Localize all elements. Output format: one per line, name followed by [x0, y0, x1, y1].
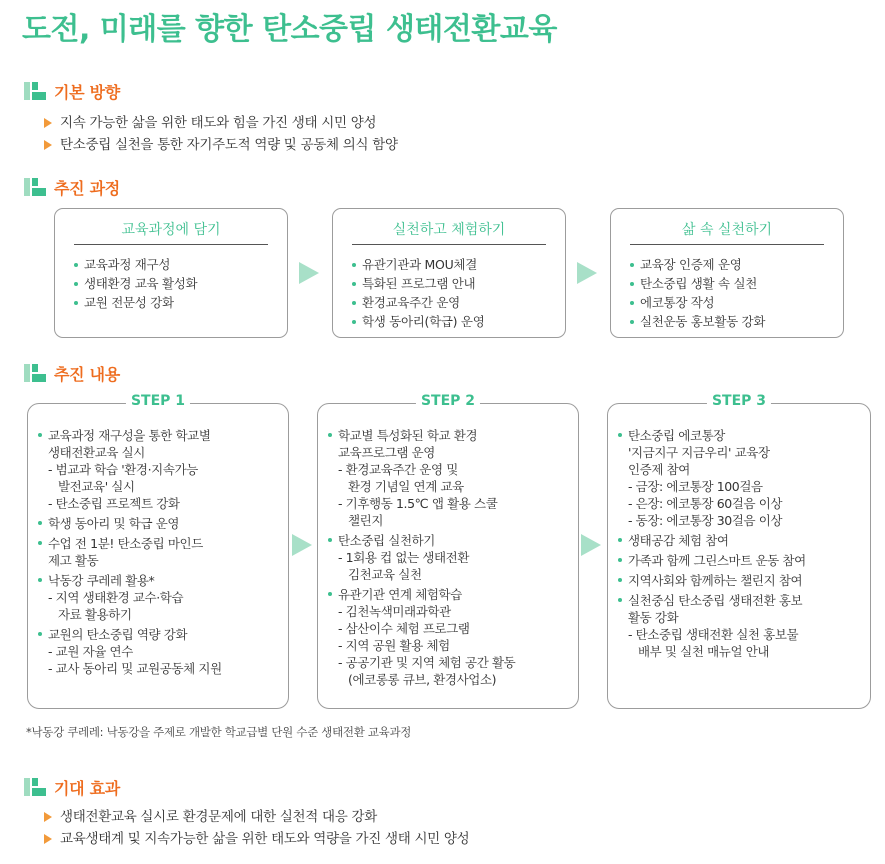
step-box-1 — [27, 393, 289, 709]
list-item: 교원 전문성 강화 — [74, 293, 287, 312]
step-subitem: 챌린지 — [348, 513, 384, 528]
step-subitem: - 은장: 에코통장 60걸음 이상 — [628, 496, 783, 511]
list-item: 탄소중립 실천을 통한 자기주도적 역량 및 공동체 의식 함양 — [44, 134, 398, 156]
section-content-heading — [24, 362, 120, 384]
footnote: *낙동강 쿠레레: 낙동강을 주제로 개발한 학교급별 단원 수준 생태전환 교육과정 — [26, 725, 412, 739]
step-item: 가족과 함께 그린스마트 운동 참여 — [618, 552, 864, 569]
list-item: 생태환경 교육 활성화 — [74, 274, 287, 293]
step-item-continued: 생태전환교육 실시 — [48, 445, 145, 460]
section-marker-icon — [24, 178, 46, 196]
list-item: 환경교육주간 운영 — [352, 293, 565, 312]
section-marker-icon — [24, 82, 46, 100]
step-item: 학교별 특성화된 학교 환경 — [328, 427, 572, 444]
dot-bullet-icon — [352, 263, 356, 267]
list-item: 교육생태계 및 지속가능한 삶을 위한 태도와 역량을 가진 생태 시민 양성 — [44, 828, 469, 850]
section-title: 추진 내용 — [54, 364, 120, 384]
process-box-title: 교육과정에 담기 — [74, 209, 268, 245]
step-item-continued: 제고 활동 — [48, 553, 99, 568]
step-label: STEP 2 — [416, 393, 480, 409]
section-marker-icon — [24, 364, 46, 382]
step-content — [328, 424, 572, 688]
dot-bullet-icon — [74, 301, 78, 305]
arrow-right-icon — [577, 262, 597, 284]
section-title: 추진 과정 — [54, 178, 120, 198]
dot-bullet-icon — [74, 282, 78, 286]
dot-bullet-icon — [38, 578, 42, 582]
dot-bullet-icon — [328, 433, 332, 437]
step-subitem: 김천교육 실천 — [348, 567, 422, 582]
basic-direction-list — [44, 112, 398, 156]
list-item: 학생 동아리(학급) 운영 — [352, 312, 565, 331]
dot-bullet-icon — [328, 592, 332, 596]
step-subitem: - 금장: 에코통장 100걸음 — [628, 479, 763, 494]
step-subitem: (에코롱롱 큐브, 환경사업소) — [348, 672, 497, 687]
step-subitem: - 환경교육주간 운영 및 — [338, 462, 458, 477]
step-subitem: - 탄소중립 프로젝트 강화 — [48, 496, 180, 511]
section-effect-heading — [24, 776, 120, 798]
process-box-life — [610, 208, 844, 338]
step-item: 유관기관 연계 체험학습 — [328, 586, 572, 603]
dot-bullet-icon — [630, 263, 634, 267]
step-label: STEP 1 — [126, 393, 190, 409]
step-item-continued: 교육프로그램 운영 — [338, 445, 435, 460]
dot-bullet-icon — [618, 558, 622, 562]
step-box-3 — [607, 393, 871, 709]
list-item: 지속 가능한 삶을 위한 태도와 힘을 가진 생태 시민 양성 — [44, 112, 398, 134]
step-item-continued: 인증제 참여 — [628, 462, 690, 477]
step-item: 학생 동아리 및 학급 운영 — [38, 515, 282, 532]
dot-bullet-icon — [618, 598, 622, 602]
step-subitem: - 동장: 에코통장 30걸음 이상 — [628, 513, 783, 528]
section-basic-heading — [24, 80, 120, 102]
triangle-bullet-icon — [44, 118, 52, 128]
process-box-title: 삶 속 실천하기 — [630, 209, 824, 245]
list-item: 유관기관과 MOU체결 — [352, 255, 565, 274]
step-item: 실천중심 탄소중립 생태전환 홍보 — [618, 592, 864, 609]
list-item: 생태전환교육 실시로 환경문제에 대한 실천적 대응 강화 — [44, 806, 469, 828]
section-title: 기본 방향 — [54, 82, 120, 102]
step-item-continued: '지금지구 지금우리' 교육장 — [628, 445, 770, 460]
arrow-right-icon — [299, 262, 319, 284]
list-item: 교육과정 재구성 — [74, 255, 287, 274]
arrow-right-icon — [292, 534, 312, 556]
process-box-title: 실천하고 체험하기 — [352, 209, 546, 245]
process-box-list — [74, 255, 287, 312]
step-subitem: - 지역 생태환경 교수·학습 — [48, 590, 184, 605]
step-content — [38, 424, 282, 677]
process-box-practice — [332, 208, 566, 338]
triangle-bullet-icon — [44, 812, 52, 822]
dot-bullet-icon — [328, 538, 332, 542]
process-box-list — [630, 255, 843, 331]
step-subitem: - 김천녹색미래과학관 — [338, 604, 451, 619]
step-content — [618, 424, 864, 660]
list-item: 탄소중립 생활 속 실천 — [630, 274, 843, 293]
step-item: 탄소중립 에코통장 — [618, 427, 864, 444]
step-item: 지역사회와 함께하는 챌린지 참여 — [618, 572, 864, 589]
step-subitem: - 삼산이수 체험 프로그램 — [338, 621, 470, 636]
triangle-bullet-icon — [44, 140, 52, 150]
section-process-heading — [24, 176, 120, 198]
step-subitem: - 지역 공원 활용 체험 — [338, 638, 450, 653]
dot-bullet-icon — [630, 301, 634, 305]
step-subitem: - 교원 자율 연수 — [48, 644, 133, 659]
expected-effect-list — [44, 806, 469, 850]
step-subitem: - 탄소중립 생태전환 실천 홍보물 — [628, 627, 799, 642]
dot-bullet-icon — [630, 282, 634, 286]
dot-bullet-icon — [352, 320, 356, 324]
step-item: 탄소중립 실천하기 — [328, 532, 572, 549]
step-item: 수업 전 1분! 탄소중립 마인드 — [38, 535, 282, 552]
page-title: 도전, 미래를 향한 탄소중립 생태전환교육 — [22, 12, 557, 47]
dot-bullet-icon — [38, 521, 42, 525]
step-subitem: - 기후행동 1.5℃ 앱 활용 스쿨 — [338, 496, 498, 511]
step-box-2 — [317, 393, 579, 709]
step-subitem: 발전교육' 실시 — [58, 479, 135, 494]
step-item: 교원의 탄소중립 역량 강화 — [38, 626, 282, 643]
triangle-bullet-icon — [44, 834, 52, 844]
step-subitem: 환경 기념일 연계 교육 — [348, 479, 464, 494]
section-marker-icon — [24, 778, 46, 796]
step-item: 교육과정 재구성을 통한 학교별 — [38, 427, 282, 444]
process-box-curriculum — [54, 208, 288, 338]
step-subitem: - 교사 동아리 및 교원공동체 지원 — [48, 661, 222, 676]
dot-bullet-icon — [38, 541, 42, 545]
step-item: 생태공감 체험 참여 — [618, 532, 864, 549]
process-box-list — [352, 255, 565, 331]
list-item: 에코통장 작성 — [630, 293, 843, 312]
dot-bullet-icon — [38, 632, 42, 636]
dot-bullet-icon — [630, 320, 634, 324]
list-item: 실천운동 홍보활동 강화 — [630, 312, 843, 331]
arrow-right-icon — [581, 534, 601, 556]
step-subitem: 자료 활용하기 — [58, 607, 132, 622]
step-subitem: 배부 및 실천 매뉴얼 안내 — [638, 644, 770, 659]
dot-bullet-icon — [618, 538, 622, 542]
dot-bullet-icon — [38, 433, 42, 437]
list-item: 교육장 인증제 운영 — [630, 255, 843, 274]
step-label: STEP 3 — [707, 393, 771, 409]
list-item: 특화된 프로그램 안내 — [352, 274, 565, 293]
dot-bullet-icon — [352, 301, 356, 305]
step-item: 낙동강 쿠레레 활용* — [38, 572, 282, 589]
dot-bullet-icon — [618, 578, 622, 582]
step-subitem: - 공공기관 및 지역 체험 공간 활동 — [338, 655, 516, 670]
dot-bullet-icon — [618, 433, 622, 437]
dot-bullet-icon — [74, 263, 78, 267]
step-item-continued: 활동 강화 — [628, 610, 679, 625]
section-title: 기대 효과 — [54, 778, 120, 798]
step-subitem: - 범교과 학습 '환경·지속가능 — [48, 462, 198, 477]
step-subitem: - 1회용 컵 없는 생태전환 — [338, 550, 470, 565]
dot-bullet-icon — [352, 282, 356, 286]
